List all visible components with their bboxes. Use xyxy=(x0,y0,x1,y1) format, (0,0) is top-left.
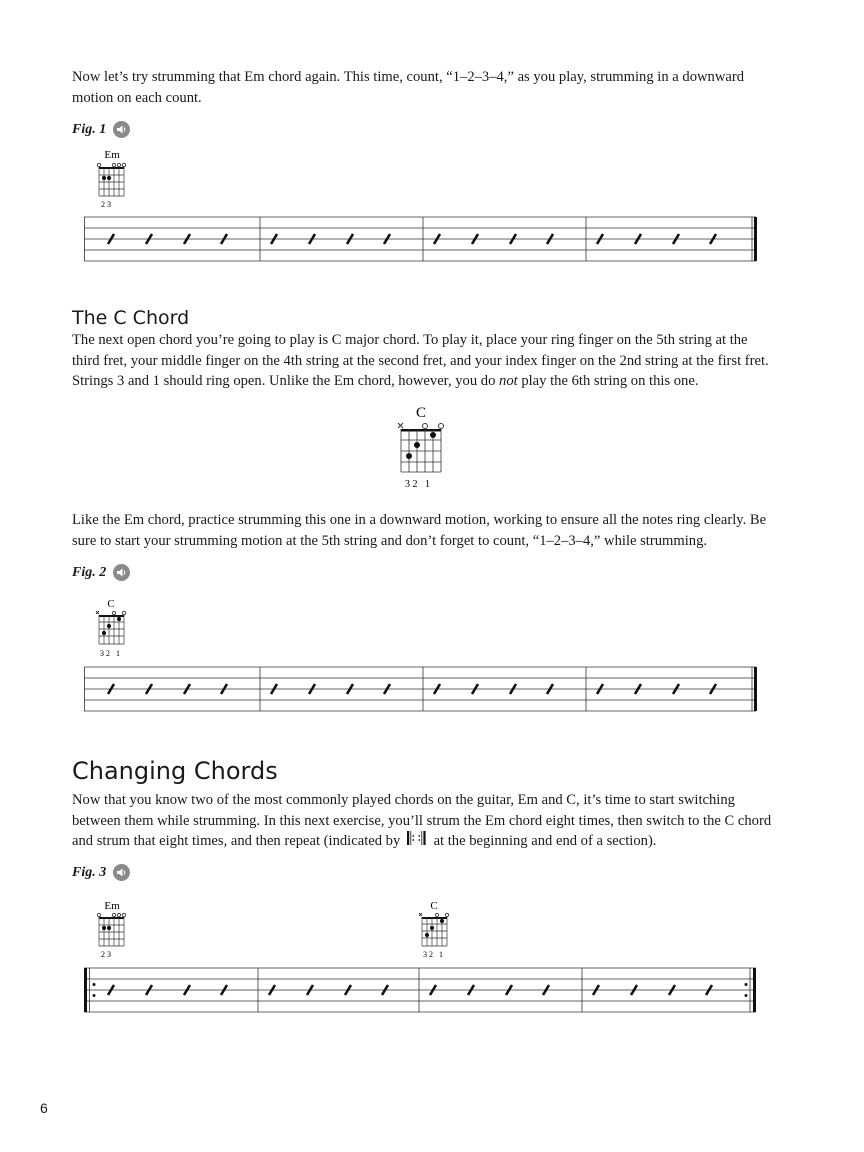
c-chord-paragraph xyxy=(72,330,772,392)
fig2-label-row xyxy=(72,564,130,581)
repeat-sign-icon xyxy=(406,831,428,852)
fig2-label: Fig. 2 xyxy=(72,564,107,580)
fig1-label: Fig. 1 xyxy=(72,121,107,137)
fig3-label: Fig. 3 xyxy=(72,864,107,880)
fig1-label-row xyxy=(72,121,130,138)
changing-chords-paragraph xyxy=(72,790,772,852)
changing-chords-heading: Changing Chords xyxy=(72,757,278,785)
slash-staff-fig2 xyxy=(84,666,758,721)
chord-fingering: 3 2 1 xyxy=(405,479,430,490)
chord-fingering: 3 2 1 xyxy=(100,649,120,658)
em-chord-diagram xyxy=(92,146,136,217)
speaker-icon[interactable] xyxy=(113,121,130,138)
changing-text-1: Now that you know two of the most commonly played chords on the guitar, Em and C, it’s time to start switching between them while strumming. In this next exercise, you’ll strum the Em chord eight times, then switch to the C chord and strum that eight times, and then repeat (indicated by xyxy=(72,792,772,849)
page-number: 6 xyxy=(40,1100,48,1116)
c-chord-diagram-large xyxy=(393,403,453,498)
chord-name: C xyxy=(107,598,115,610)
c-chord-diagram-fig3 xyxy=(414,898,458,967)
em-chord-diagram-fig3 xyxy=(92,898,136,967)
chord-name: C xyxy=(430,900,438,912)
practice-paragraph: Like the Em chord, practice strumming this one in a downward motion, working to ensure all the notes ring clearly. Be sure to start your strumming motion at the 5th string and don’t forget to count, “1–2–3–4,” while strumming. xyxy=(72,512,767,549)
c-chord-text-emphasis: not xyxy=(499,373,518,389)
chord-fingering: 3 2 1 xyxy=(423,950,443,959)
chord-fingering: 2 3 xyxy=(101,950,111,959)
c-chord-text-2: play the 6th string on this one. xyxy=(517,373,699,389)
fig3-label-row xyxy=(72,864,130,881)
chord-name: Em xyxy=(104,900,120,912)
c-chord-diagram-fig2 xyxy=(92,597,136,666)
chord-fingering: 2 3 xyxy=(101,200,111,209)
slash-staff-fig1 xyxy=(84,216,758,271)
slash-staff-fig3 xyxy=(84,966,758,1023)
chord-name: Em xyxy=(104,149,120,161)
intro-paragraph: Now let’s try strumming that Em chord again. This time, count, “1–2–3–4,” as you play, strumming in a downward motion on each count. xyxy=(72,69,745,106)
chord-name: C xyxy=(415,405,427,421)
speaker-icon[interactable] xyxy=(113,864,130,881)
c-chord-text-1: The next open chord you’re going to play is C major chord. To play it, place your ring finger on the 5th string at the third fret, your middle finger on the 4th string at the second fret, and your index finger on the 2nd string at the first fret. Strings 3 and 1 should ring open. Unlike the Em chord, however, you do xyxy=(72,332,769,389)
c-chord-heading: The C Chord xyxy=(72,307,190,329)
speaker-icon[interactable] xyxy=(113,564,130,581)
changing-text-2: at the beginning and end of a section). xyxy=(429,833,657,849)
